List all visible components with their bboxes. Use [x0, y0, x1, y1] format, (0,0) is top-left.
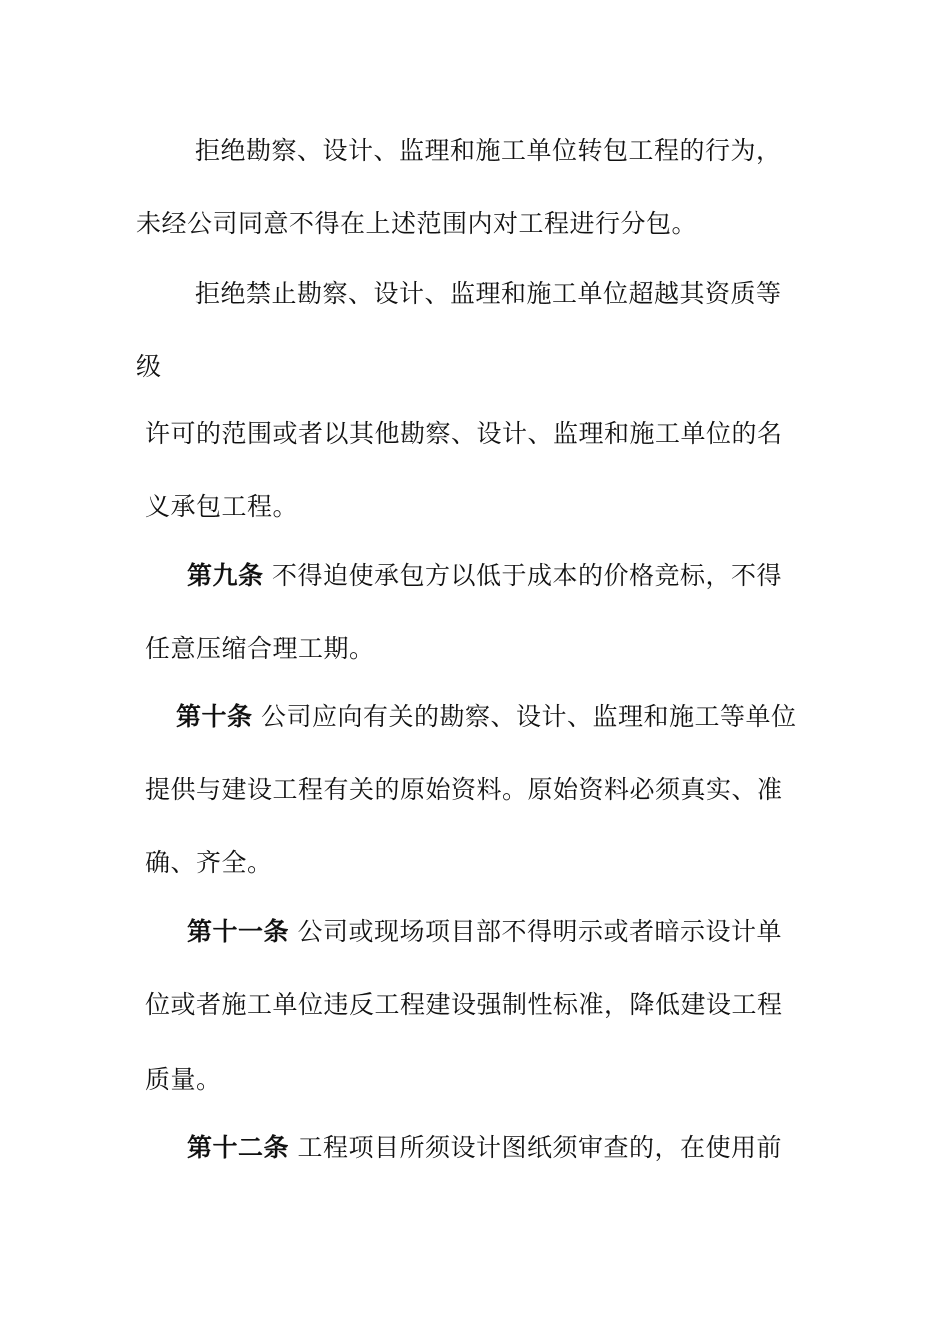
article-10-heading: 第十条	[176, 702, 253, 731]
text-line-5	[145, 419, 783, 449]
line-text: 拒绝勘察、设计、监理和施工单位转包工程的行为，	[195, 136, 782, 165]
article-10-line-3	[145, 848, 273, 878]
article-11-line-3	[145, 1065, 222, 1095]
article-11-line-1	[187, 917, 782, 947]
article-10-line-2	[145, 775, 783, 805]
article-11-line-2	[145, 990, 783, 1020]
text-line-2	[136, 209, 697, 239]
article-9-heading: 第九条	[187, 561, 264, 590]
line-text: 提供与建设工程有关的原始资料。原始资料必须真实、准	[145, 775, 783, 804]
line-text: 位或者施工单位违反工程建设强制性标准，降低建设工程	[145, 990, 783, 1019]
article-9-line-2	[145, 634, 375, 664]
line-text: 义承包工程。	[145, 492, 299, 521]
line-text: 任意压缩合理工期。	[145, 634, 375, 663]
line-text: 许可的范围或者以其他勘察、设计、监理和施工单位的名	[145, 419, 783, 448]
line-text: 未经公司同意不得在上述范围内对工程进行分包。	[136, 209, 698, 238]
article-10-line-1	[176, 702, 796, 732]
article-12-heading: 第十二条	[187, 1133, 290, 1162]
text-line-3	[195, 279, 782, 309]
line-text: 工程项目所须设计图纸须审查的，在使用前	[297, 1133, 782, 1162]
text-line-6	[145, 492, 298, 522]
line-text: 级	[136, 352, 162, 381]
text-line-1	[195, 136, 782, 166]
line-text: 不得迫使承包方以低于成本的价格竞标，不得	[271, 561, 782, 590]
line-text: 质量。	[145, 1065, 222, 1094]
line-text: 拒绝禁止勘察、设计、监理和施工单位超越其资质等	[195, 279, 782, 308]
article-11-heading: 第十一条	[187, 917, 290, 946]
article-9-line-1	[187, 561, 782, 591]
line-text: 公司应向有关的勘察、设计、监理和施工等单位	[260, 702, 797, 731]
line-text: 公司或现场项目部不得明示或者暗示设计单	[297, 917, 782, 946]
line-text: 确、齐全。	[145, 848, 273, 877]
article-12-line-1	[187, 1133, 782, 1163]
text-line-4	[136, 352, 162, 382]
